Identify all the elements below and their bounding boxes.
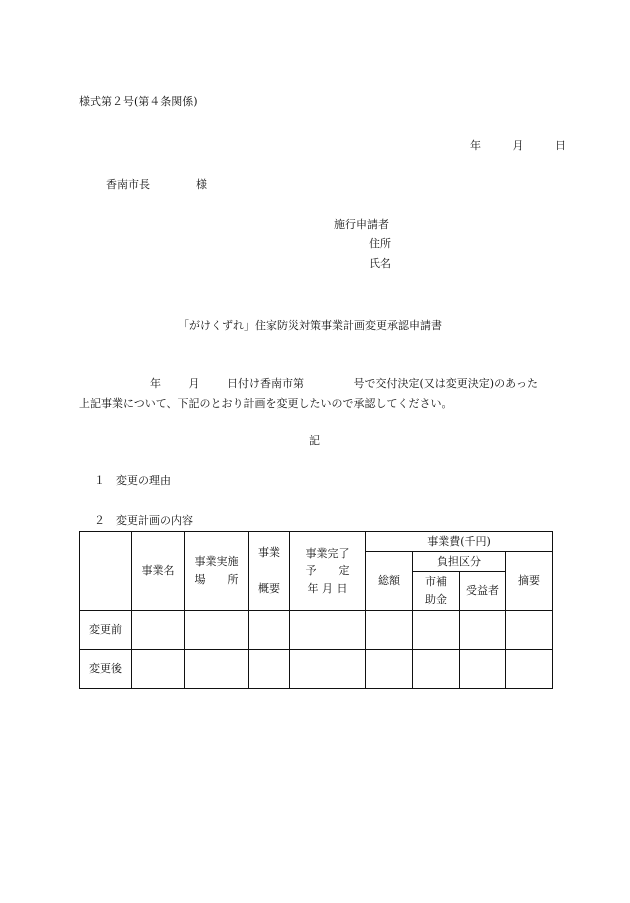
header-total: 総額 (366, 552, 413, 611)
table-cell[interactable] (460, 650, 506, 689)
body-text-b: 号で交付決定(又は変更決定)のあった (353, 377, 538, 390)
header-summary (249, 532, 290, 611)
header-cost: 事業費(千円) (366, 532, 553, 552)
table-cell[interactable] (132, 650, 185, 689)
table-cell[interactable] (460, 611, 506, 650)
document-title: 「がけくずれ」住家防災対策事業計画変更承認申請書 (178, 319, 442, 332)
row-label-before: 変更前 (80, 611, 132, 650)
addressee-honorific: 様 (196, 178, 207, 191)
addressee (106, 179, 207, 190)
date-month: 月 (512, 139, 524, 152)
table-cell[interactable] (290, 611, 366, 650)
date-day: 日 (555, 139, 566, 152)
header-location-line2: 場 所 (194, 573, 239, 586)
name-label: 氏名 (369, 257, 391, 270)
header-beneficiary: 受益者 (460, 572, 506, 611)
header-location-line1: 事業実施 (194, 555, 239, 569)
table-cell[interactable] (413, 650, 460, 689)
header-remarks: 摘要 (506, 552, 553, 611)
address-label: 住所 (369, 237, 391, 250)
section-plan: ２ 変更計画の内容 (94, 514, 193, 527)
body-month: 月 (188, 377, 200, 390)
table-cell[interactable] (413, 611, 460, 650)
table-row (80, 611, 553, 650)
header-completion-line2: 予 定 (305, 564, 350, 578)
ki-heading: 記 (309, 434, 320, 447)
header-completion-line3: 年 月 日 (307, 581, 348, 595)
body-line-1 (150, 378, 538, 389)
form-number: 様式第２号(第４条関係) (79, 95, 198, 108)
header-business-name: 事業名 (132, 532, 185, 611)
table-cell[interactable] (249, 650, 290, 689)
header-summary-line1: 事業 (258, 546, 280, 560)
table-cell[interactable] (366, 611, 413, 650)
table-cell[interactable] (506, 650, 553, 689)
header-city-line1: 市補 (425, 575, 447, 589)
row-label-after: 変更後 (80, 650, 132, 689)
body-year: 年 (150, 377, 161, 390)
header-city-subsidy (413, 572, 460, 611)
change-plan-table (79, 531, 553, 689)
table-corner-cell (80, 532, 132, 611)
table-cell[interactable] (132, 611, 185, 650)
applicant-label: 施行申請者 (334, 218, 389, 231)
date-line (470, 140, 566, 151)
header-burden: 負担区分 (413, 552, 506, 572)
header-completion (290, 532, 366, 611)
table-cell[interactable] (185, 611, 249, 650)
table-cell[interactable] (366, 650, 413, 689)
table-cell[interactable] (249, 611, 290, 650)
body-line-2: 上記事業について、下記のとおり計画を変更したいので承認してください。 (79, 397, 453, 410)
table-row (80, 650, 553, 689)
section-reason: １ 変更の理由 (94, 474, 171, 487)
date-year: 年 (470, 139, 481, 152)
table-cell[interactable] (290, 650, 366, 689)
table-cell[interactable] (506, 611, 553, 650)
header-city-line2: 助金 (425, 593, 447, 606)
table-cell[interactable] (185, 650, 249, 689)
header-completion-line1: 事業完了 (305, 546, 350, 560)
header-location (185, 532, 249, 611)
header-summary-line2: 概要 (258, 582, 280, 595)
addressee-name: 香南市長 (106, 178, 150, 191)
body-text-a: 日付け香南市第 (227, 377, 304, 390)
